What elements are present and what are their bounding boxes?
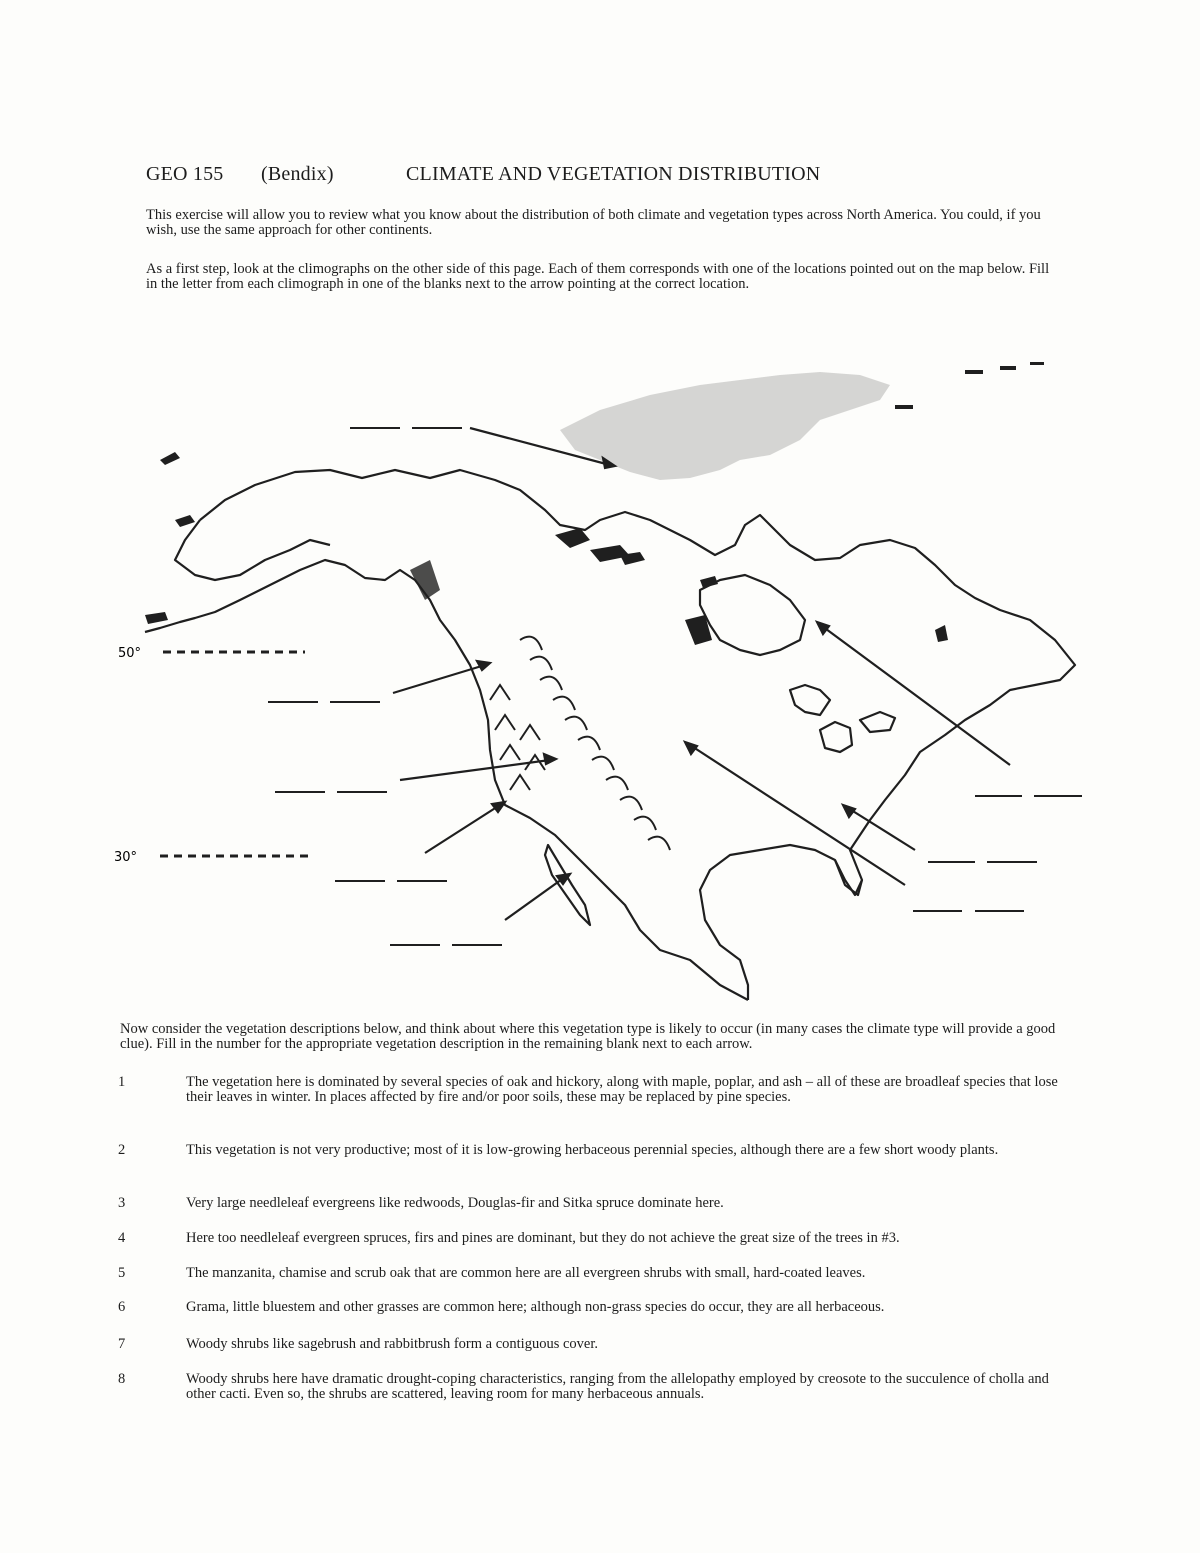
course-code: GEO 155 — [146, 163, 224, 185]
description-number: 6 — [118, 1299, 126, 1315]
description-text: Grama, little bluestem and other grasses are common here; although non-grass species do occur, they are all herbaceous. — [186, 1299, 885, 1315]
location-arrows — [393, 428, 1010, 920]
intro-paragraph-2: As a first step, look at the climographs on the other side of this page. Each of them corresponds with one of the locations pointed out on the map below. Fill in the letter from each climograph in one of the blanks next to the arrow pointing at the correct location. — [146, 261, 1050, 292]
latitude-30 — [114, 850, 308, 865]
north-america-map — [0, 350, 1200, 1010]
arrow-southeast — [848, 808, 915, 850]
description-text: The vegetation here is dominated by several species of oak and hickory, along with maple, poplar, and ash – all of these are broadleaf species that lose their leaves in winter. In places affected by fire and/or poor soils, these may be replaced by pine species. — [186, 1074, 1058, 1105]
arctic-islands — [145, 362, 1044, 645]
arrow-pacific-northwest — [393, 665, 485, 693]
latitude-30-label: 30° — [114, 850, 138, 865]
description-text: Very large needleleaf evergreens like redwoods, Douglas-fir and Sitka spruce dominate here. — [186, 1195, 724, 1211]
intro-paragraph-1: This exercise will allow you to review what you know about the distribution of both climate and vegetation types across North America. You could, if you wish, use the same approach for other continents. — [146, 207, 1041, 238]
description-text: The manzanita, chamise and scrub oak that are common here are all evergreen shrubs with small, hard-coated leaves. — [186, 1265, 866, 1281]
arrow-boreal-east — [822, 626, 1010, 765]
description-number: 5 — [118, 1265, 126, 1281]
description-text: Woody shrubs here have dramatic drought-coping characteristics, ranging from the allelopathy employed by creosote to the succulence of cholla and other cacti. Even so, the shrubs are scattered, leaving room for many herbaceous annuals. — [186, 1371, 1049, 1402]
description-number: 1 — [118, 1074, 126, 1090]
mountain-symbols — [490, 637, 670, 850]
description-number: 7 — [118, 1336, 126, 1352]
arrow-sonoran — [505, 877, 565, 920]
description-text: Here too needleleaf evergreen spruces, firs and pines are dominant, but they do not achieve the great size of the trees in #3. — [186, 1230, 900, 1246]
description-text: Woody shrubs like sagebrush and rabbitbrush form a contiguous cover. — [186, 1336, 599, 1352]
vegetation-instructions: Now consider the vegetation descriptions below, and think about where this vegetation type is likely to occur (in many cases the climate type will provide a good clue). Fill in the number for the appropriate vegetation description in the remaining blank next to each arrow. — [120, 1021, 1056, 1052]
latitude-50-label: 50° — [118, 646, 142, 661]
description-number: 8 — [118, 1371, 126, 1387]
description-number: 3 — [118, 1195, 126, 1211]
arrow-great-basin — [400, 760, 550, 780]
description-number: 2 — [118, 1142, 126, 1158]
description-text: This vegetation is not very productive; most of it is low-growing herbaceous perennial species, although there are a few short woody plants. — [186, 1142, 999, 1158]
arrow-california — [425, 805, 500, 853]
answer-blanks — [268, 428, 1082, 945]
page-title: CLIMATE AND VEGETATION DISTRIBUTION — [406, 163, 821, 185]
instructor-name: (Bendix) — [261, 163, 334, 185]
latitude-50 — [118, 646, 305, 661]
description-number: 4 — [118, 1230, 126, 1246]
